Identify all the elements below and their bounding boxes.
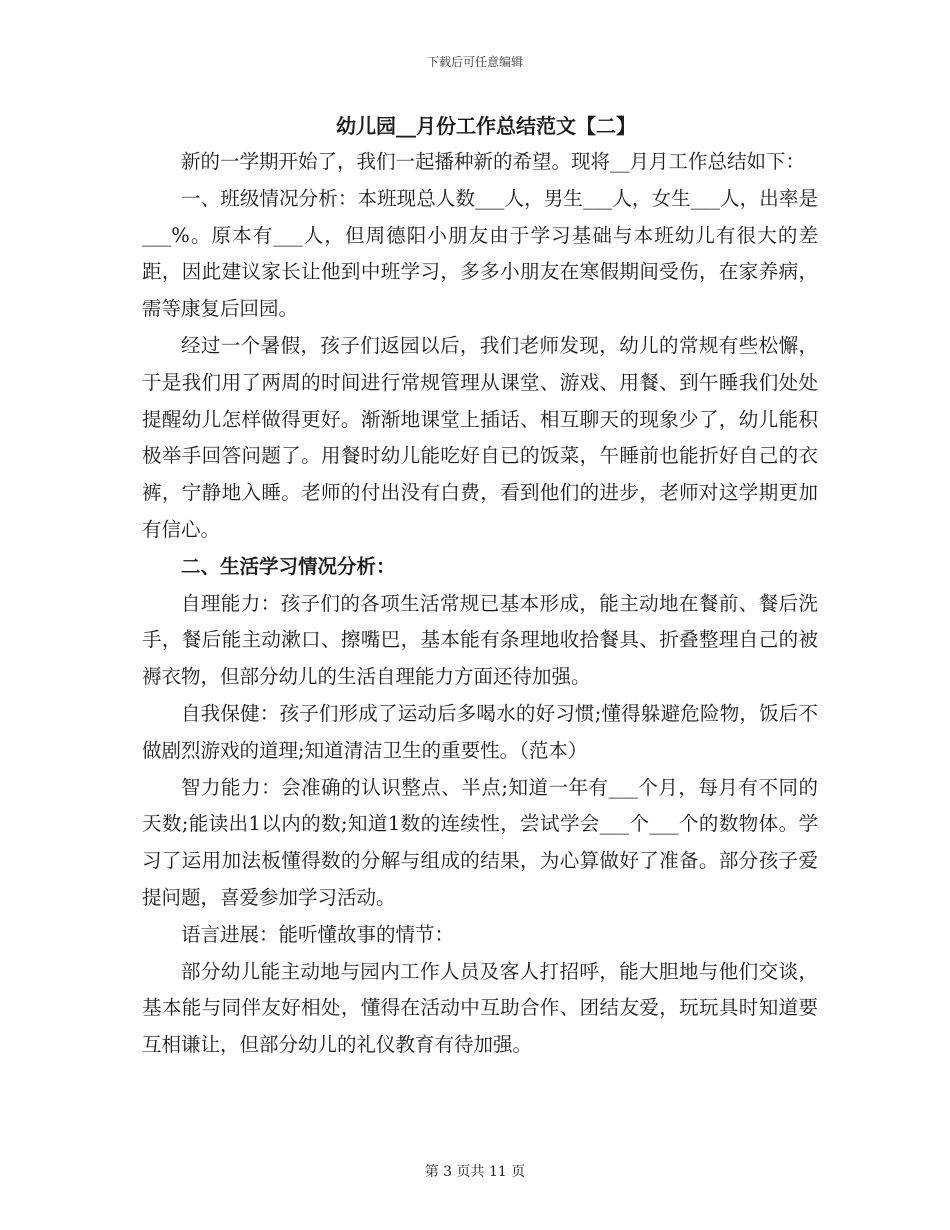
paragraph-routine: 经过一个暑假，孩子们返园以后，我们老师发现，幼儿的常规有些松懈，于是我们用了两周的时间进行常规管理从课堂、游戏、用餐、到午睡我们处处提醒幼儿怎样做得更好。渐渐地课堂上插话、相互聊天的现象少了，幼儿能积极举手回答问题了。用餐时幼儿能吃好自已的饭菜，午睡前也能折好自己的衣裤，宁静地入睡。老师的付出没有白费，看到他们的进步，老师对这学期更加有信心。 — [142, 333, 818, 541]
section-heading-life-study: 二、生活学习情况分析： — [181, 554, 396, 578]
paragraph-self-care: 自理能力：孩子们的各项生活常规已基本形成，能主动地在餐前、餐后洗手，餐后能主动漱口、擦嘴巴，基本能有条理地收拾餐具、折叠整理自己的被褥衣物，但部分幼儿的生活自理能力方面还待加强。 — [142, 591, 818, 689]
document-title: 幼儿园__月份工作总结范文【二】 — [336, 114, 636, 138]
paragraph-intelligence: 智力能力：会准确的认识整点、半点;知道一年有___个月，每月有不同的天数;能读出1以内的数;知道1数的连续性，尝试学会___个___个的数物体。学习了运用加法板懂得数的分解与组成的结果，为心算做好了准备。部分孩子爱提问题，喜爱参加学习活动。 — [142, 775, 818, 909]
paragraph-language: 语言进展：能听懂故事的情节： — [181, 922, 455, 946]
paragraph-class-analysis: 一、班级情况分析：本班现总人数___人，男生___人，女生___人，出率是___%。原本有___人，但周德阳小朋友由于学习基础与本班幼儿有很大的差距，因此建议家长让他到中班学习，多多小朋友在寒假期间受伤，在家养病，需等康复后回园。 — [142, 186, 818, 321]
paragraph-self-health: 自我保健：孩子们形成了运动后多喝水的好习惯;懂得躲避危险物，饭后不做剧烈游戏的道理;知道清洁卫生的重要性。（范本） — [142, 701, 818, 762]
header-note: 下载后可任意编辑 — [426, 55, 523, 69]
paragraph-social: 部分幼儿能主动地与园内工作人员及客人打招呼，能大胆地与他们交谈，基本能与同伴友好相处，懂得在活动中互助合作、团结友爱，玩玩具时知道要互相谦让，但部分幼儿的礼仪教育有待加强。 — [142, 959, 818, 1057]
document-body — [142, 108, 818, 1064]
page-number: 第 3 页共 11 页 — [424, 1164, 526, 1180]
paragraph-intro: 新的一学期开始了，我们一起播种新的希望。现将__月月工作总结如下： — [181, 150, 806, 173]
